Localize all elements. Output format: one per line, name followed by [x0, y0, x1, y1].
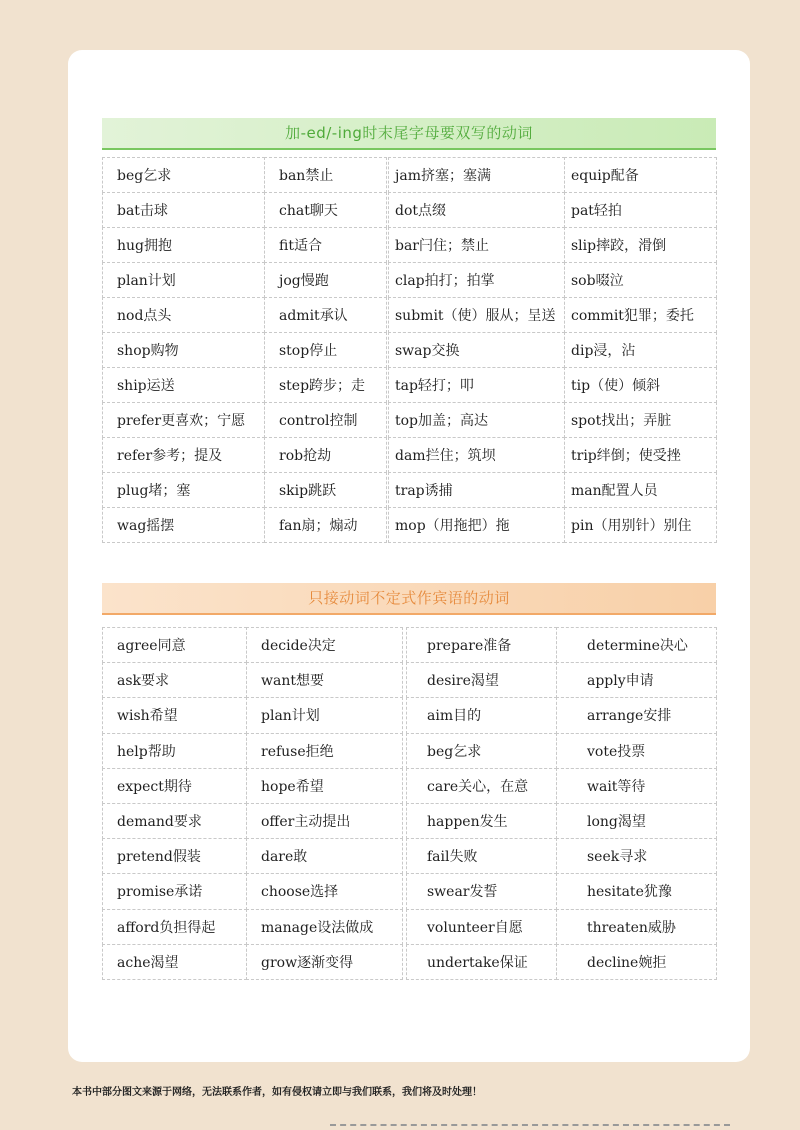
- vocab-cell: fit适合: [264, 227, 387, 263]
- section2-title: 只接动词不定式作宾语的动词: [102, 583, 716, 615]
- vocab-cell: dare敢: [246, 838, 403, 874]
- vocab-cell: long渴望: [556, 803, 717, 839]
- vocab-cell: grow逐渐变得: [246, 944, 403, 980]
- vocab-cell: man配置人员: [564, 472, 717, 508]
- vocab-cell: beg乞求: [406, 733, 557, 769]
- vocab-cell: mop（用拖把）拖: [388, 507, 565, 543]
- vocab-cell: dot点缀: [388, 192, 565, 228]
- vocab-cell: agree同意: [102, 627, 247, 663]
- vocab-cell: tip（使）倾斜: [564, 367, 717, 403]
- vocab-cell: skip跳跃: [264, 472, 387, 508]
- vocab-cell: plan计划: [246, 697, 403, 733]
- page-edge-divider: [330, 1124, 730, 1128]
- vocab-cell: bar闩住；禁止: [388, 227, 565, 263]
- vocab-cell: step跨步；走: [264, 367, 387, 403]
- vocab-cell: wish希望: [102, 697, 247, 733]
- vocab-cell: care关心，在意: [406, 768, 557, 804]
- vocab-cell: jam挤塞；塞满: [388, 157, 565, 193]
- vocab-cell: rob抢劫: [264, 437, 387, 473]
- vocab-cell: dip浸，沾: [564, 332, 717, 368]
- vocab-cell: sob啜泣: [564, 262, 717, 298]
- vocab-cell: bat击球: [102, 192, 265, 228]
- vocab-cell: hesitate犹豫: [556, 873, 717, 909]
- vocab-cell: plug堵；塞: [102, 472, 265, 508]
- vocab-cell: trip绊倒；使受挫: [564, 437, 717, 473]
- vocab-cell: choose选择: [246, 873, 403, 909]
- vocab-cell: aim目的: [406, 697, 557, 733]
- vocab-cell: wag摇摆: [102, 507, 265, 543]
- vocab-cell: chat聊天: [264, 192, 387, 228]
- vocab-cell: manage设法做成: [246, 909, 403, 945]
- vocab-cell: beg乞求: [102, 157, 265, 193]
- vocab-cell: pat轻拍: [564, 192, 717, 228]
- vocab-cell: promise承诺: [102, 873, 247, 909]
- vocab-cell: fan扇；煽动: [264, 507, 387, 543]
- vocab-cell: threaten威胁: [556, 909, 717, 945]
- copyright-note: 本书中部分图文来源于网络，无法联系作者，如有侵权请立即与我们联系，我们将及时处理！: [72, 1087, 482, 1098]
- vocab-cell: afford负担得起: [102, 909, 247, 945]
- vocab-cell: pretend假装: [102, 838, 247, 874]
- vocab-cell: nod点头: [102, 297, 265, 333]
- vocab-cell: refuse拒绝: [246, 733, 403, 769]
- vocab-cell: slip摔跤，滑倒: [564, 227, 717, 263]
- section1-title: 加-ed/-ing时末尾字母要双写的动词: [102, 118, 716, 150]
- vocab-cell: desire渴望: [406, 662, 557, 698]
- vocab-cell: admit承认: [264, 297, 387, 333]
- vocab-cell: prepare准备: [406, 627, 557, 663]
- vocab-cell: refer参考；提及: [102, 437, 265, 473]
- vocab-cell: swear发誓: [406, 873, 557, 909]
- vocab-cell: plan计划: [102, 262, 265, 298]
- vocab-cell: vote投票: [556, 733, 717, 769]
- section2-right-table: [406, 627, 716, 979]
- section2-left-table: [102, 627, 402, 979]
- vocab-cell: help帮助: [102, 733, 247, 769]
- vocab-cell: fail失败: [406, 838, 557, 874]
- vocab-cell: determine决心: [556, 627, 717, 663]
- vocab-cell: arrange安排: [556, 697, 717, 733]
- vocab-cell: trap诱捕: [388, 472, 565, 508]
- vocab-cell: want想要: [246, 662, 403, 698]
- vocab-cell: wait等待: [556, 768, 717, 804]
- vocab-cell: volunteer自愿: [406, 909, 557, 945]
- vocab-cell: offer主动提出: [246, 803, 403, 839]
- vocab-cell: expect期待: [102, 768, 247, 804]
- vocab-cell: clap拍打；拍掌: [388, 262, 565, 298]
- vocab-cell: ship运送: [102, 367, 265, 403]
- vocab-cell: equip配备: [564, 157, 717, 193]
- vocab-cell: top加盖；高达: [388, 402, 565, 438]
- vocab-cell: ache渴望: [102, 944, 247, 980]
- vocab-cell: submit（使）服从；呈送: [388, 297, 565, 333]
- vocab-cell: prefer更喜欢；宁愿: [102, 402, 265, 438]
- vocab-cell: commit犯罪；委托: [564, 297, 717, 333]
- vocab-cell: jog慢跑: [264, 262, 387, 298]
- vocab-cell: apply申请: [556, 662, 717, 698]
- vocab-cell: happen发生: [406, 803, 557, 839]
- vocab-cell: hug拥抱: [102, 227, 265, 263]
- vocab-cell: control控制: [264, 402, 387, 438]
- vocab-cell: hope希望: [246, 768, 403, 804]
- vocab-cell: shop购物: [102, 332, 265, 368]
- vocab-cell: ban禁止: [264, 157, 387, 193]
- vocab-cell: tap轻打；叩: [388, 367, 565, 403]
- vocab-cell: demand要求: [102, 803, 247, 839]
- vocab-cell: seek寻求: [556, 838, 717, 874]
- vocab-cell: swap交换: [388, 332, 565, 368]
- vocab-cell: undertake保证: [406, 944, 557, 980]
- vocab-cell: decide决定: [246, 627, 403, 663]
- vocab-cell: decline婉拒: [556, 944, 717, 980]
- section1-left-table: [102, 157, 386, 542]
- vocab-cell: stop停止: [264, 332, 387, 368]
- vocab-cell: spot找出；弄脏: [564, 402, 717, 438]
- section1-right-table: [388, 157, 716, 542]
- vocab-cell: pin（用别针）别住: [564, 507, 717, 543]
- vocab-cell: dam拦住；筑坝: [388, 437, 565, 473]
- vocab-cell: ask要求: [102, 662, 247, 698]
